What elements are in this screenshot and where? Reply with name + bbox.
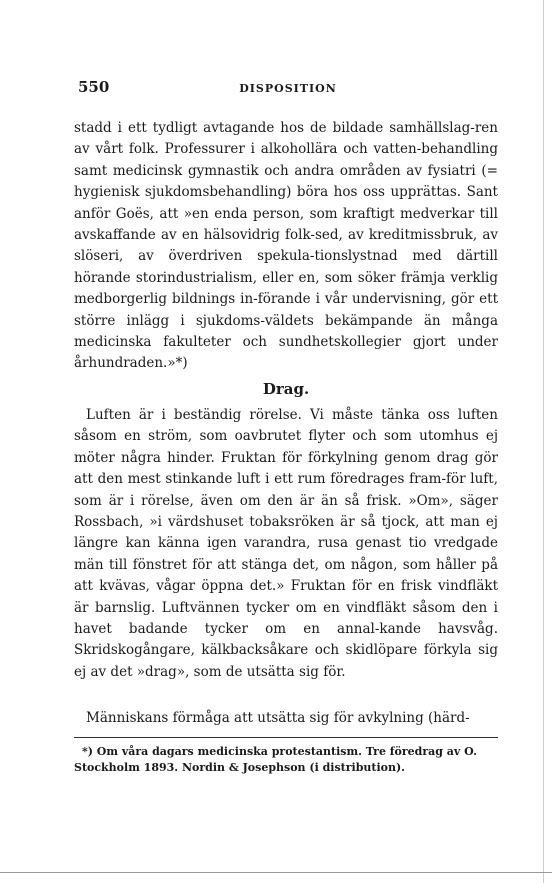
section-heading: Drag. <box>262 380 310 398</box>
footnote: *) Om våra dagars medicinska protestantism. Tre föredrag av O. Stockholm 1893. Nordin & Josephson (i distribution). <box>74 745 477 774</box>
body-paragraph-1: stadd i ett tydligt avtagande hos de bildade samhällslag-ren av vårt folk. Professurer i alkohollära och vatten-behandling samt medicinsk gymnastik och andra områden av fysiatri (= hygienisk sjukdomsbehandling) böra hos oss upprättas. Sant anför Goës, att »en enda person, som kraftigt medverkar till avskaffande av en hälsovidrig folk-sed, av kreditmissbruk, av slöseri, av överdriven spekula-tionslystnad med därtill hörande storindustrialism, eller en, som söker främja verklig medborgerlig bildnings in-förande i vår undervisning, gör ett större inlägg i sjukdoms-väldets bekämpande än många medicinska fakulteter och sundhetskollegier gjort under århundraden.»*) <box>74 120 498 372</box>
footnote-divider <box>74 737 498 738</box>
page-number: 550 <box>78 78 110 96</box>
body-paragraph-3: Människans förmåga att utsätta sig för avkylning (härd- <box>86 710 470 726</box>
page-header <box>78 78 498 100</box>
running-head: DISPOSITION <box>239 82 337 95</box>
page-edge-right <box>543 0 544 883</box>
page-edge-bottom <box>0 872 552 873</box>
body-paragraph-2: Luften är i beständig rörelse. Vi måste tänka oss luften såsom en ström, som oavbrutet flyter och som utomhus ej möter några hinder. Fruktan för förkylning genom drag gör att den mest stinkande luft i ett rum föredrages fram-för luft, som är i rörelse, även om den är än så frisk. »Om», säger Rossbach, »i värdshuset tobaksröken är så tjock, att man ej längre kan känna igen varandra, rusa genast tio vredgade män till fönstret för att stänga det, om någon, som håller på att kvävas, vågar öppna det.» Fruktan för en frisk vindfläkt är barnslig. Luftvännen tycker om en vindfläkt såsom den i havet badande tycker om en annal-kande havsvåg. Skridskogångare, kälkbacksåkare och skidlöpare förkyla sig ej av det »drag», som de utsätta sig för. <box>74 407 498 680</box>
